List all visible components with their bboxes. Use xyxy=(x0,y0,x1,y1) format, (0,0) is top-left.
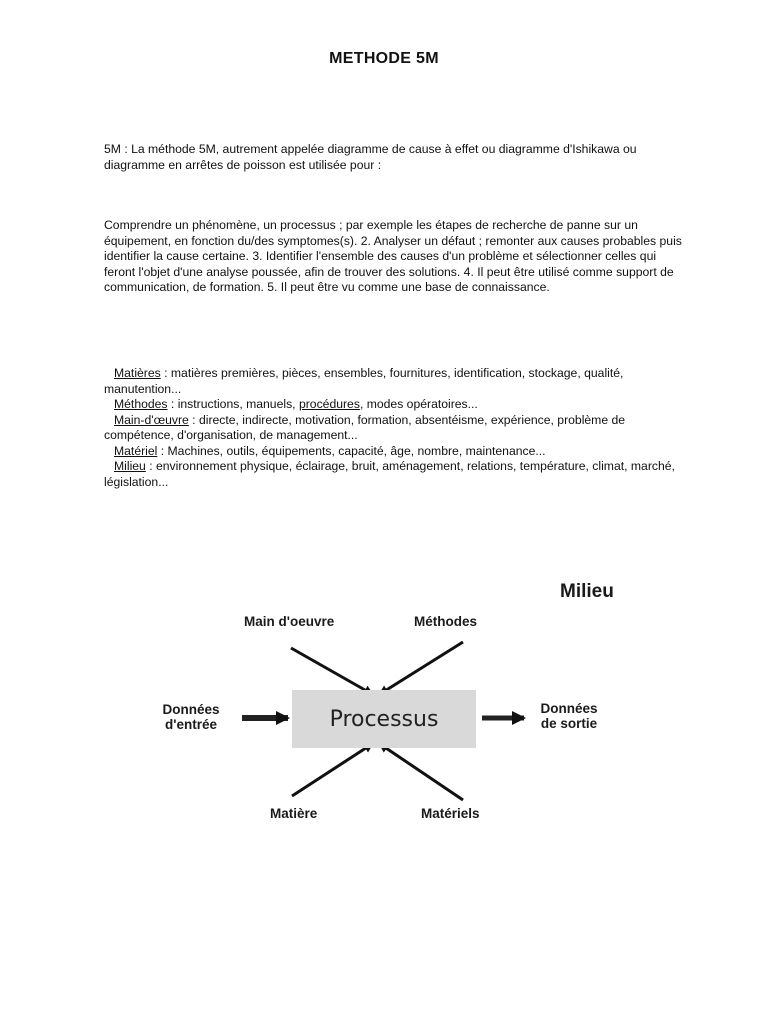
term-matieres: Matières xyxy=(114,366,161,380)
definition-text: : directe, indirecte, motivation, formation, absentéisme, expérience, problème de compétence, d'organisation, de management... xyxy=(104,412,626,442)
term-milieu: Milieu xyxy=(114,459,146,473)
intro-paragraph: 5M : La méthode 5M, autrement appelée diagramme de cause à effet ou diagramme d'Ishikawa ou diagramme en arrêtes de poisson est utilisée pour : xyxy=(104,142,637,172)
output-label-line2: de sortie xyxy=(540,716,598,731)
input-label-line2: d'entrée xyxy=(165,717,217,732)
output-label xyxy=(530,701,608,731)
main-oeuvre-label: Main d'oeuvre xyxy=(244,614,335,629)
input-label xyxy=(152,702,230,732)
arrow-methodes xyxy=(380,642,463,694)
matiere-label: Matière xyxy=(270,806,318,821)
milieu-label: Milieu xyxy=(560,581,614,602)
process-box: Processus xyxy=(292,690,476,748)
arrow-materiels xyxy=(380,744,463,800)
underlined-word: procédures xyxy=(298,397,360,411)
purpose-paragraph: Comprendre un phénomène, un processus ; par exemple les étapes de recherche de panne sur un équipement, en fonction du/des symptomes(s). 2. Analyser un défaut ; remonter aux causes probables puis identifier la cause certaine. 3. Identifier l'ensemble des causes d'un problème et sélectionner celles qui feront l'objet d'une analyse poussée, afin de trouver des solutions. 4. Il peut être utilisé comme support de communication, de formation. 5. Il peut être vu comme une base de connaissance. xyxy=(104,218,682,294)
input-label-line1: Données xyxy=(162,702,220,717)
arrow-matiere xyxy=(292,744,372,796)
output-label-line1: Données xyxy=(540,701,598,716)
definition-text: , modes opératoires... xyxy=(359,397,478,411)
term-methodes: Méthodes xyxy=(114,397,168,411)
methodes-label: Méthodes xyxy=(414,614,478,629)
arrow-main-oeuvre xyxy=(291,648,372,694)
page-title: METHODE 5M xyxy=(329,50,439,67)
term-main-oeuvre: Main-d'œuvre xyxy=(114,412,189,427)
term-materiel: Matériel xyxy=(114,443,158,458)
definition-text: : environnement physique, éclairage, bruit, aménagement, relations, température, climat, marché, législation... xyxy=(104,459,675,489)
definition-text: : matières premières, pièces, ensembles, fournitures, identification, stockage, qualité, manutention... xyxy=(104,366,624,396)
definition-text: : Machines, outils, équipements, capacité, âge, nombre, maintenance... xyxy=(157,443,546,458)
materiels-label: Matériels xyxy=(421,806,480,821)
definition-text: : instructions, manuels, xyxy=(167,397,299,411)
